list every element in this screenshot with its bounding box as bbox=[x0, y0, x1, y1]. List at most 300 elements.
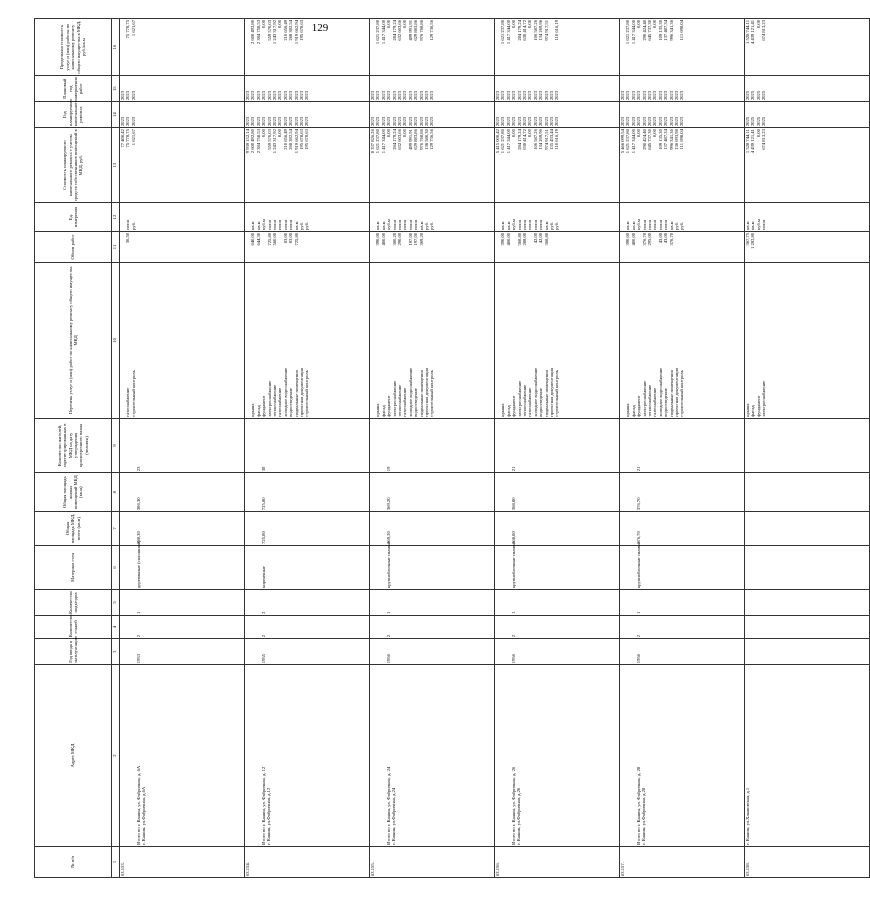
table-cell bbox=[370, 589, 495, 615]
cell-text: г. Кашин, ул.Фабричная, д.6А bbox=[141, 786, 147, 845]
cell-text: 2023 bbox=[521, 116, 527, 127]
cell-text: крупноблочные силикат bbox=[511, 540, 516, 588]
cell-text: 1 528 744,11 bbox=[745, 129, 750, 154]
cell-text: 111 698,04 bbox=[679, 20, 685, 41]
cell-text: 2 384 758,53 bbox=[255, 129, 261, 154]
cell-text: 2023 bbox=[505, 116, 511, 127]
cell-text: электроснабжение bbox=[761, 380, 767, 417]
cell-text: теплоснабжение bbox=[271, 384, 277, 417]
cell-text: 725,80 bbox=[266, 232, 272, 246]
rotated-content bbox=[34, 18, 767, 878]
table-cell bbox=[620, 263, 745, 419]
cell-text: фасад bbox=[505, 405, 511, 417]
cell-text: фундамент bbox=[261, 395, 267, 417]
cell-text: кв.м bbox=[630, 221, 636, 230]
cell-text: 137 487,34 bbox=[663, 129, 669, 150]
cell-text: 0,00 bbox=[527, 129, 533, 138]
cell-text: Итого по г. Кашин, ул. Фабричная, д. 24 bbox=[386, 766, 391, 845]
cell-text: пог.м bbox=[516, 219, 522, 230]
table-cell bbox=[495, 76, 620, 102]
cell-text: крупноблочные силикат bbox=[386, 540, 391, 588]
cell-text: 2023 bbox=[527, 90, 533, 101]
table-cell bbox=[745, 512, 870, 546]
cell-text: 83,00 bbox=[288, 232, 294, 244]
cell-text: 630 414,72 bbox=[521, 20, 527, 41]
cell-text: 1 621,67 bbox=[130, 20, 136, 37]
cell-text: 2023 bbox=[255, 116, 261, 127]
cell-text: 2023 bbox=[125, 116, 131, 127]
column-index: 10 bbox=[112, 263, 120, 419]
table-row bbox=[495, 19, 620, 878]
table-cell bbox=[245, 545, 370, 589]
cell-text: 110 616,19 bbox=[554, 129, 560, 150]
column-header: Материал стен bbox=[35, 545, 112, 589]
cell-text: пог.м bbox=[663, 219, 669, 230]
cell-text: Итого по г. Кашин, ул. Фабричная, д. 26 bbox=[511, 766, 516, 845]
cell-text: пог.м bbox=[521, 219, 527, 230]
cell-text: 75 778,75 bbox=[125, 129, 131, 148]
cell-text: г. Кашин, ул.Фабричная, д.12 bbox=[266, 787, 272, 845]
cell-text bbox=[429, 233, 434, 261]
cell-text: 284 179,24 bbox=[516, 20, 522, 41]
cell-text: 137 487,34 bbox=[663, 20, 669, 41]
table-cell bbox=[620, 665, 745, 847]
cell-text: 2023 bbox=[548, 90, 554, 101]
cell-text: 2023 bbox=[250, 90, 256, 101]
cell-text: проектная документация bbox=[298, 368, 304, 417]
cell-text: 288,00 bbox=[521, 232, 527, 246]
column-index: 16 bbox=[112, 19, 120, 76]
cell-text: 2023 bbox=[668, 116, 674, 127]
cell-text: 2023 bbox=[532, 116, 538, 127]
cell-text: 996 341,36 bbox=[668, 20, 674, 41]
cell-text: кв.м bbox=[543, 221, 549, 230]
cell-text: газоснабжение bbox=[125, 387, 131, 417]
cell-text: 390,00 bbox=[375, 232, 381, 246]
cell-text: крыша bbox=[745, 403, 750, 417]
column-header: Год ввода в эксплуатацию bbox=[35, 639, 112, 665]
cell-text: 284 179,24 bbox=[516, 129, 522, 150]
cell-text: 2023 bbox=[429, 116, 435, 127]
cell-text bbox=[304, 233, 309, 261]
cell-text: теплоснабжение bbox=[521, 384, 527, 417]
cell-text: 368,80 bbox=[543, 232, 549, 246]
cell-text: 2023 bbox=[304, 90, 310, 101]
cell-text: 2025 bbox=[755, 90, 761, 101]
table-cell bbox=[620, 473, 745, 512]
cell-text: 400,00 bbox=[380, 232, 386, 246]
cell-text: электроснабжение bbox=[391, 380, 397, 417]
cell-text: 974 917,51 bbox=[543, 129, 549, 150]
cell-text: 645 737,30 bbox=[646, 20, 652, 41]
cell-text: крыша bbox=[250, 403, 256, 417]
table-cell bbox=[245, 76, 370, 102]
cell-text: 0,00 bbox=[402, 129, 408, 138]
cell-text: пог.м bbox=[288, 219, 294, 230]
cell-text: электроснабжение bbox=[641, 380, 647, 417]
cell-text: руб. bbox=[679, 221, 685, 230]
cell-text: 2023 bbox=[495, 116, 500, 127]
table-cell bbox=[495, 512, 620, 546]
cell-text: 2023 bbox=[500, 116, 506, 127]
cell-text: 1956 bbox=[511, 654, 516, 664]
table-cell bbox=[370, 639, 495, 665]
table-cell bbox=[745, 639, 870, 665]
cell-text: 2023 bbox=[375, 90, 381, 101]
cell-text: 2023 bbox=[282, 90, 288, 101]
cell-text: 195 678,63 bbox=[298, 129, 304, 150]
table-cell bbox=[620, 418, 745, 472]
column-index: 4 bbox=[112, 615, 120, 638]
table-cell bbox=[495, 203, 620, 232]
table-row bbox=[620, 19, 745, 878]
cell-text: фасад bbox=[255, 405, 261, 417]
cell-text: 560,00 bbox=[271, 232, 277, 246]
cell-text: 134 269,96 bbox=[538, 20, 544, 41]
cell-text: 2023 bbox=[130, 116, 136, 127]
cell-text: 376,70 bbox=[668, 232, 674, 246]
cell-text: 2023 bbox=[625, 90, 631, 101]
cell-text: г. Кашин, ул.Фабричная, д.26 bbox=[516, 787, 522, 845]
cell-text: 1 621 237,80 bbox=[375, 129, 381, 154]
cell-text: куб.м bbox=[511, 219, 517, 230]
cell-text: 1 919 662,94 bbox=[293, 20, 299, 45]
cell-text: 1 bbox=[636, 611, 641, 614]
cell-text: 195 678,63 bbox=[298, 20, 304, 41]
column-header: Стоимость планируемого капитального ремонта с учетом средств собственников помещений в МКД, руб. bbox=[35, 128, 112, 203]
table-cell bbox=[120, 102, 245, 128]
cell-text: пог.м bbox=[266, 219, 272, 230]
cell-text: 1 417 344,00 bbox=[380, 129, 386, 154]
cell-text: пог.м bbox=[407, 219, 413, 230]
table-cell bbox=[495, 589, 620, 615]
cell-text: 2023 bbox=[620, 116, 625, 127]
cell-text: 2023 bbox=[120, 116, 125, 127]
column-header: Общая площадь МКД, всего (кв.м) bbox=[35, 512, 112, 546]
cell-text: 295,00 bbox=[646, 232, 652, 246]
cell-text: 368,80 bbox=[516, 232, 522, 246]
cell-text: электроснабжение bbox=[266, 380, 272, 417]
column-index: 3 bbox=[112, 639, 120, 665]
cell-text: 2023 bbox=[245, 90, 250, 101]
cell-text: 284 179,24 bbox=[391, 20, 397, 41]
table-cell bbox=[495, 128, 620, 203]
cell-text: 2023 bbox=[663, 116, 669, 127]
cell-text: 0,00 bbox=[261, 20, 267, 29]
cell-text: газоснабжение bbox=[527, 387, 533, 417]
cell-text: фасад bbox=[750, 405, 756, 417]
table-cell bbox=[120, 231, 245, 262]
cell-text: 5 466 099,54 bbox=[620, 129, 625, 154]
cell-text: 110 616,19 bbox=[554, 20, 560, 41]
cell-text: 2023 bbox=[548, 116, 554, 127]
cell-text: 2023 bbox=[288, 116, 294, 127]
table-cell bbox=[245, 589, 370, 615]
cell-text: водоотведение bbox=[288, 388, 294, 417]
table-cell bbox=[120, 128, 245, 203]
cell-text: пог.м bbox=[657, 219, 663, 230]
cell-text: 0,00 bbox=[652, 129, 658, 138]
cell-text: кв.м bbox=[625, 221, 631, 230]
cell-text: 2023 bbox=[293, 116, 299, 127]
cell-text: фасад bbox=[630, 405, 636, 417]
table-cell bbox=[745, 76, 870, 102]
table-cell bbox=[245, 263, 370, 419]
rotated-sheet bbox=[34, 18, 767, 878]
cell-text: 2023 bbox=[396, 90, 402, 101]
cell-text: 1953 bbox=[136, 654, 141, 664]
cell-text: кв.м bbox=[255, 221, 261, 230]
cell-text: пог.м bbox=[271, 219, 277, 230]
cell-text: 2023 bbox=[527, 116, 533, 127]
cell-text: пог.м bbox=[641, 219, 647, 230]
cell-text: фундамент bbox=[636, 395, 642, 417]
cell-text: куб.м bbox=[261, 219, 267, 230]
cell-text: 21 bbox=[636, 466, 641, 472]
cell-text: 268 382,54 bbox=[288, 20, 294, 41]
cell-text: 630 414,72 bbox=[521, 129, 527, 150]
cell-text: 2023 bbox=[630, 90, 636, 101]
cell-text: 135 433,44 bbox=[548, 129, 554, 150]
table-cell bbox=[370, 540, 495, 589]
table-cell bbox=[620, 102, 745, 128]
cell-text: 2025 bbox=[745, 116, 750, 127]
table-cell bbox=[370, 19, 495, 76]
cell-text: 2023 bbox=[641, 116, 647, 127]
table-cell bbox=[745, 473, 870, 512]
cell-text: г. Кашин, ул.Фабричная, д.24 bbox=[391, 787, 397, 845]
cell-text: крупноблочные силикат bbox=[636, 540, 641, 588]
cell-text: 0,00 bbox=[277, 20, 283, 29]
cell-text: 2023 bbox=[554, 90, 560, 101]
column-index: 12 bbox=[112, 203, 120, 232]
table-body bbox=[120, 19, 870, 878]
cell-text: 1 282,80 bbox=[750, 232, 756, 249]
cell-text: 2023 bbox=[125, 90, 131, 101]
cell-text: строительный контроль bbox=[429, 370, 435, 417]
cell-text: 0,00 bbox=[386, 20, 392, 29]
cell-text: 1 417 344,00 bbox=[380, 20, 386, 45]
cell-text: руб. bbox=[130, 221, 136, 230]
table-cell bbox=[245, 615, 370, 638]
cell-text: строительный контроль bbox=[130, 370, 136, 417]
cell-text: пог.м bbox=[282, 219, 288, 230]
cell-text: 629 883,86 bbox=[413, 129, 419, 150]
cell-text: 674 813,23 bbox=[761, 20, 767, 41]
cell-text: г. Кашин, ул.Хлыновская, д.1 bbox=[745, 787, 750, 845]
cell-text: 21 bbox=[511, 466, 516, 472]
table-cell bbox=[245, 102, 370, 128]
cell-text: 19 bbox=[386, 466, 391, 472]
column-header: Предельная стоимость услуг и (или) работы по капитальному ремонту общего имущества в МКД, руб./кв.м bbox=[35, 19, 112, 76]
cell-text: 2023 bbox=[250, 116, 256, 127]
table-cell bbox=[245, 473, 370, 512]
cell-text: подвальные помещения bbox=[293, 370, 299, 417]
cell-text: 2023 bbox=[673, 90, 679, 101]
cell-text: 2023 bbox=[261, 116, 267, 127]
cell-text: куб.м bbox=[636, 219, 642, 230]
cell-text: кв.м bbox=[668, 221, 674, 230]
column-index: 15 bbox=[112, 76, 120, 102]
cell-text: Итого по г. Кашин, ул. Фабричная, д. 12 bbox=[261, 766, 266, 845]
cell-text: 129 736,56 bbox=[429, 20, 435, 41]
table-cell bbox=[620, 128, 745, 203]
cell-text bbox=[679, 233, 684, 261]
cell-text: 632 603,66 bbox=[396, 129, 402, 150]
table-cell bbox=[495, 231, 620, 262]
table-cell bbox=[745, 589, 870, 615]
cell-text: куб.м bbox=[386, 219, 392, 230]
column-index: 5 bbox=[112, 589, 120, 615]
cell-text: 1 621 237,80 bbox=[500, 129, 506, 154]
cell-text: 996 341,36 bbox=[668, 129, 674, 150]
cell-text: 63.153. bbox=[120, 862, 125, 876]
cell-text: 2023 bbox=[282, 116, 288, 127]
cell-text: 376,70 bbox=[636, 497, 641, 511]
cell-text: газоснабжение bbox=[402, 387, 408, 417]
cell-text: 138 580,30 bbox=[423, 129, 429, 150]
cell-text: Итого по г. Кашин, ул. Фабричная, д. 6А bbox=[136, 765, 141, 845]
cell-text: 2023 bbox=[255, 90, 261, 101]
column-index: 2 bbox=[112, 665, 120, 847]
cell-text: 976 768,86 bbox=[418, 20, 424, 41]
cell-text: 2023 bbox=[521, 90, 527, 101]
cell-text: 400,00 bbox=[630, 232, 636, 246]
table-cell bbox=[495, 846, 620, 877]
cell-text: газоснабжение bbox=[277, 387, 283, 417]
column-header: Адрес МКД bbox=[35, 665, 112, 847]
column-header: Плановый год завершения работ bbox=[35, 76, 112, 102]
cell-text: пог.м bbox=[391, 219, 397, 230]
cell-text: Итого по г. Кашин, ул. Фабричная, д. 28 bbox=[636, 766, 641, 845]
cell-text: 2 bbox=[511, 634, 516, 638]
cell-text: 0,00 bbox=[511, 129, 517, 138]
cell-text: 2023 bbox=[407, 116, 413, 127]
cell-text: теплоснабжение bbox=[396, 384, 402, 417]
cell-text: 197,00 bbox=[413, 232, 419, 246]
cell-text: пог.м bbox=[652, 219, 658, 230]
cell-text: 2023 bbox=[505, 90, 511, 101]
cell-text: 2023 bbox=[657, 90, 663, 101]
table-cell bbox=[120, 203, 245, 232]
table-cell bbox=[620, 231, 745, 262]
cell-text: 290 424,40 bbox=[641, 129, 647, 150]
table-cell bbox=[245, 846, 370, 877]
cell-text: 2023 bbox=[271, 90, 277, 101]
cell-text: 0,00 bbox=[261, 129, 267, 138]
cell-text: 0,00 bbox=[755, 129, 761, 138]
cell-text: строительный контроль bbox=[554, 370, 560, 417]
cell-text: 2023 bbox=[516, 90, 522, 101]
cell-text: 1 919 662,94 bbox=[293, 129, 299, 154]
cell-text: 23 bbox=[136, 466, 141, 472]
cell-text: 2023 bbox=[636, 90, 642, 101]
cell-text: 63.154. bbox=[245, 862, 250, 876]
cell-text: 1955 bbox=[261, 654, 266, 664]
cell-text: 376,70 bbox=[636, 531, 641, 544]
cell-text: 2023 bbox=[532, 90, 538, 101]
table-cell bbox=[370, 263, 495, 419]
cell-text: 2023 bbox=[543, 116, 549, 127]
cell-text: 1 621 237,80 bbox=[500, 20, 506, 45]
cell-text: 360,20 bbox=[391, 232, 397, 246]
cell-text: 368,80 bbox=[511, 497, 516, 511]
cell-text: руб. bbox=[554, 221, 560, 230]
cell-text: проектная документация bbox=[548, 368, 554, 417]
cell-text: 5 415 000,42 bbox=[495, 129, 500, 154]
cell-text: 43,00 bbox=[657, 232, 663, 244]
table-cell bbox=[495, 19, 620, 76]
cell-text: 2023 bbox=[652, 116, 658, 127]
column-index: 7 bbox=[112, 512, 120, 546]
table-cell bbox=[745, 231, 870, 262]
cell-text: крыша bbox=[375, 403, 381, 417]
cell-text: 2023 bbox=[418, 90, 424, 101]
cell-text: подвальные помещения bbox=[543, 370, 549, 417]
cell-text: проектная документация bbox=[423, 368, 429, 417]
cell-text: куб.м bbox=[755, 219, 761, 230]
cell-text: 63.156. bbox=[495, 862, 500, 876]
cell-text: 2 bbox=[136, 634, 141, 638]
cell-text: руб. bbox=[423, 221, 429, 230]
cell-text: 2025 bbox=[761, 116, 767, 127]
cell-text: 2023 bbox=[657, 116, 663, 127]
cell-text: 284 179,24 bbox=[391, 129, 397, 150]
cell-text: 369,20 bbox=[386, 497, 391, 511]
table-cell bbox=[745, 615, 870, 638]
cell-text: 290,00 bbox=[396, 232, 402, 246]
cell-text: 1 243 317,92 bbox=[271, 20, 277, 45]
cell-text: 2025 bbox=[750, 116, 756, 127]
cell-text: 38 bbox=[261, 466, 266, 472]
cell-text: 2023 bbox=[271, 116, 277, 127]
table-cell bbox=[120, 76, 245, 102]
table-cell bbox=[745, 203, 870, 232]
cell-text: 390,00 bbox=[500, 232, 506, 246]
cell-text: 197,00 bbox=[407, 232, 413, 246]
column-header: Количество подъездов bbox=[35, 589, 112, 615]
cell-text: 83,00 bbox=[282, 232, 288, 244]
cell-text: 632 603,66 bbox=[396, 20, 402, 41]
cell-text: 109 135,30 bbox=[657, 20, 663, 41]
cell-text: 268 382,54 bbox=[288, 129, 294, 150]
cell-text: 2 bbox=[636, 634, 641, 638]
column-index: 6 bbox=[112, 545, 120, 589]
table-cell bbox=[495, 665, 620, 847]
cell-text: кирпичные bbox=[261, 566, 266, 588]
cell-text: подвальные помещения bbox=[418, 370, 424, 417]
cell-text: 2023 bbox=[298, 90, 304, 101]
cell-text: 1956 bbox=[636, 654, 641, 664]
cell-text: 2023 bbox=[130, 90, 136, 101]
cell-text: 2023 bbox=[423, 90, 429, 101]
cell-text: пог.м bbox=[532, 219, 538, 230]
table-cell bbox=[745, 263, 870, 419]
cell-text: фундамент bbox=[511, 395, 517, 417]
cell-text: 2023 bbox=[636, 116, 642, 127]
cell-text: кв.м bbox=[375, 221, 381, 230]
cell-text: 63.155. bbox=[370, 862, 375, 876]
table-cell bbox=[745, 128, 870, 203]
column-index: 8 bbox=[112, 473, 120, 512]
table-cell bbox=[245, 639, 370, 665]
cell-text bbox=[761, 233, 766, 261]
cell-text: 2023 bbox=[620, 90, 625, 101]
cell-text: 195 678,63 bbox=[304, 129, 310, 150]
cell-text: 2023 bbox=[646, 116, 652, 127]
cell-text: 369,20 bbox=[386, 531, 391, 544]
cell-text: 2023 bbox=[668, 90, 674, 101]
